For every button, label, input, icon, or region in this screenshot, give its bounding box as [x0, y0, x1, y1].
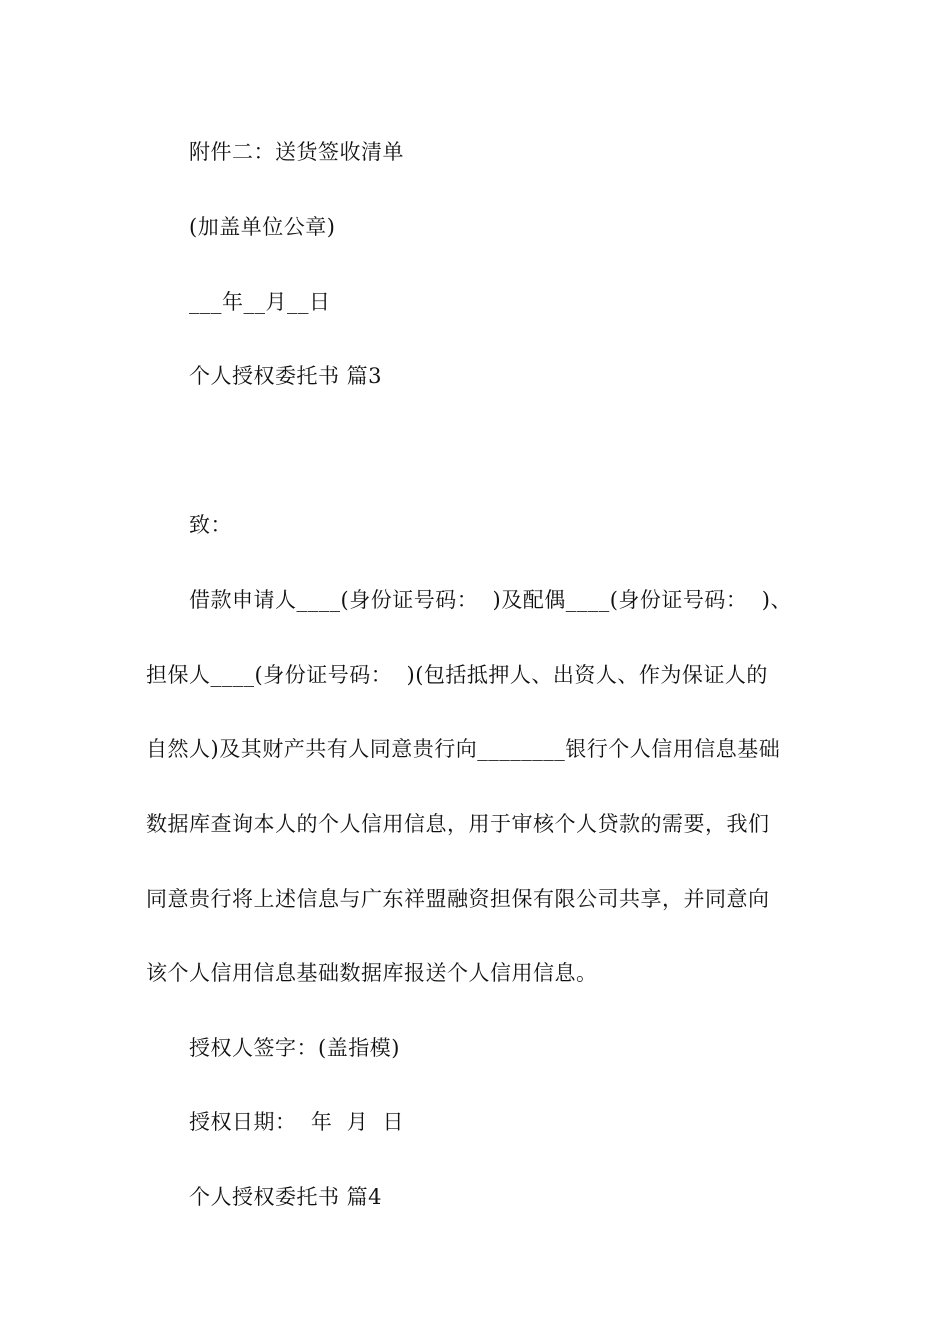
body-line-1: 借款申请人____(身份证号码： )及配偶____(身份证号码： )、	[189, 588, 792, 612]
body-line-2: 担保人____(身份证号码： )(包括抵押人、出资人、作为保证人的	[146, 663, 768, 687]
salutation: 致：	[189, 513, 232, 537]
body-line-5: 同意贵行将上述信息与广东祥盟融资担保有限公司共享，并同意向	[146, 887, 770, 911]
attachment-heading: 附件二：送货签收清单	[189, 140, 404, 164]
signature-line: 授权人签字：(盖指模)	[189, 1036, 400, 1060]
body-line-6: 该个人信用信息基础数据库报送个人信用信息。	[146, 961, 598, 985]
section-title-3: 个人授权委托书 篇3	[189, 364, 383, 388]
date-blank: ___年__月__日	[189, 290, 331, 314]
seal-note: (加盖单位公章)	[189, 215, 336, 239]
body-line-4: 数据库查询本人的个人信用信息，用于审核个人贷款的需要，我们	[146, 812, 770, 836]
body-line-3: 自然人)及其财产共有人同意贵行向________银行个人信用信息基础	[146, 737, 781, 761]
section-title-4: 个人授权委托书 篇4	[189, 1185, 383, 1209]
authorization-date: 授权日期： 年 月 日	[189, 1110, 405, 1134]
